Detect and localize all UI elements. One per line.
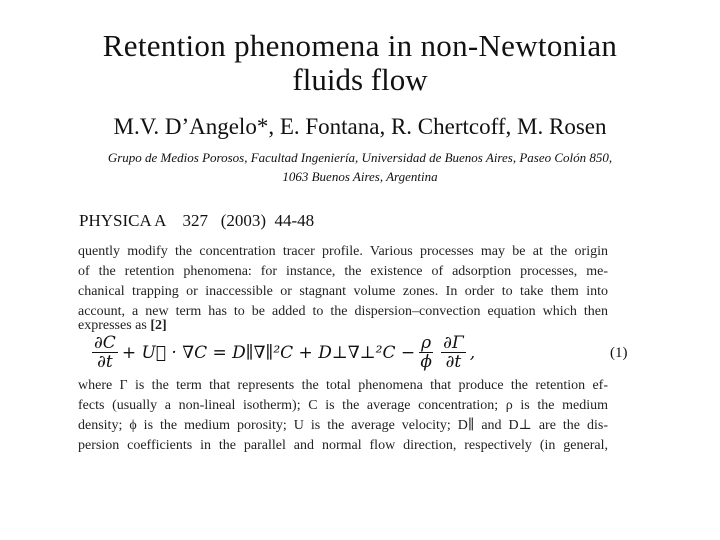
authors: M.V. D’Angelo*, E. Fontana, R. Chertcoff, M. Rosen xyxy=(113,114,607,139)
equation-1 xyxy=(88,334,475,371)
body-line: where Γ is the term that represents the total phenomena that produce the retention ef- xyxy=(78,378,608,393)
body-line: quently modify the concentration tracer profile. Various processes may be at the origin xyxy=(78,244,608,259)
body-line: fects (usually a non-lineal isotherm); C is the average concentration; ρ is the medium xyxy=(78,398,608,413)
body-line: account, a new term has to be added to the dispersion–convection equation which then xyxy=(78,304,608,319)
rho-fraction xyxy=(419,334,433,371)
body-line: density; ϕ is the medium porosity; U is the average velocity; D∥ and D⊥ are the dis- xyxy=(78,418,608,433)
lhs-fraction xyxy=(92,334,118,371)
paper-title-line-1: Retention phenomena in non-Newtonian xyxy=(102,28,618,63)
gamma-fraction xyxy=(441,334,466,371)
lhs-numerator: ∂C xyxy=(94,333,116,353)
body-line: persion coefficients in the parallel and normal flow direction, respectively (in general, xyxy=(78,438,608,453)
equation-tail: , xyxy=(469,342,476,363)
body-line: of the retention phenomena: for instance, the existence of adsorption processes, me- xyxy=(78,264,608,279)
journal-citation: PHYSICA A 327 (2003) 44-48 xyxy=(79,211,315,230)
rho-denominator: ϕ xyxy=(420,352,432,372)
equation-number: (1) xyxy=(610,345,628,361)
lhs-denominator: ∂t xyxy=(97,352,113,372)
affiliation-line-2: 1063 Buenos Aires, Argentina xyxy=(282,169,438,184)
rho-numerator: ρ xyxy=(421,333,432,353)
paper-title-line-2: fluids flow xyxy=(292,62,428,97)
reference-link: [2] xyxy=(150,318,167,333)
gamma-numerator: ∂Γ xyxy=(443,333,464,353)
body-line-express xyxy=(78,316,608,336)
gamma-denominator: ∂t xyxy=(445,352,462,372)
express-prefix: expresses as xyxy=(78,318,147,333)
affiliation-line-1: Grupo de Medios Porosos, Facultad Ingeniería, Universidad de Buenos Aires, Paseo Colón 850, xyxy=(107,150,613,165)
body-line: chanical trapping or inaccessible or stagnant volume zones. In order to take them into xyxy=(78,284,608,299)
equation-middle: + U⃗ · ∇C = D∥∇∥²C + D⊥∇⊥²C − xyxy=(121,342,416,363)
